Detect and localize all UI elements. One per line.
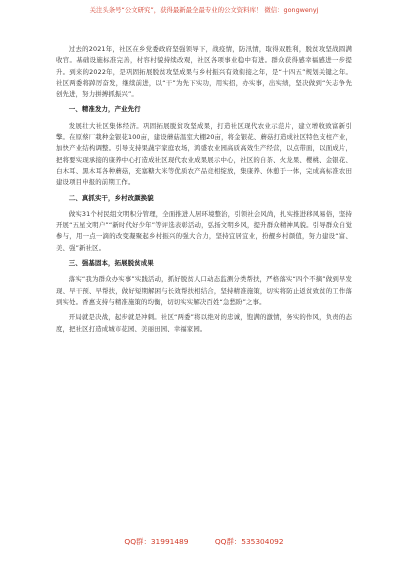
section-body: 发展壮大社区集体经济。巩固拓展脱贫攻坚成果，打造社区现代农业示范片，建立增收致富新引擎。在原蔡厂栽种金银花100亩，建设蘑菇温室大棚20亩，将金银花、蘑菇打造成社区特色支柱产业，加快产业结构调整。引导支持果蔬宇家庭农场，鸿盛农业园高质高效生产经营，以点带面，以面成片，把将要实现承接的康养中心打造成社区现代农业成果展示中心，社区的自茶、火龙果、樱桃、金银花、白木耳、黑木耳各种蘑菇，充塞糖大米等优质农产品竞相绽放，集康养、休憩于一体，完成高标准农田建设项目申报的前期工作。	[56, 121, 352, 187]
section-body: 做实31个村民组文明积分管理，全面推进人居环境整治，引领社会风尚，扎实推进移风易俗，坚持开展“五星文明户”“新时代好少年”等评选表彰活动，弘扬文明乡风，提升群众精神风貌。引导群众自觉参与，用一点一滴的改变凝聚起乡村振兴的强大合力，坚持宜居宜业，扮靓乡村颜值，努力建设“富、美、强”新社区。	[56, 209, 352, 252]
section-heading: 一、精准发力，产业先行	[68, 105, 141, 114]
footer-contacts	[0, 537, 408, 547]
section-2	[56, 193, 352, 254]
document-body	[56, 44, 352, 339]
intro-paragraph: 过去的2021年，社区在乡党委政府坚强领导下，战疫情，防汛情，取得双胜利，脱贫攻坚战圆满收官。基础设施标准完善，村容村貌持续改观，社区各项事业稳中有进。群众获得感幸福感进一步提升。到来的2022年，是巩固拓展脱贫攻坚成果与乡村振兴有效衔接之年，是“十四五”规划关键之年。社区两委将踔厉奋发，继续前进，以“干”为先下实功，用实招，办实事，出实绩，坚决做到“矢志争先创先进，努力拼搏抓振兴”。	[56, 45, 352, 99]
section-1	[56, 104, 352, 188]
section-heading: 二、真抓实干，乡村改颜换貌	[68, 193, 154, 202]
promo-banner: 关注头条号“公文研究”，获得最新最全最专业的公文资料库！ 微信：gongwenyj	[89, 6, 319, 14]
section-body: 落实“我为群众办实事”实践活动，抓好脱贫人口动态监测分类帮扶，严格落实“四个不摘”做到早发现、早干预、早帮扶，做好短期解困与长效帮扶相结合，坚持精准施策，切实将防止返贫致贫的工作落到实处。香惠支持与精准施策的均衡，切切实实解决百姓“急愁盼”之事。	[56, 275, 352, 306]
closing-paragraph: 开局就是决战，起步就是冲刺。社区“两委”将以绝对的忠诚，饱满的激情，务实的作风，负责的态度，把社区打造成城市花园、美丽田园、幸福家园。	[56, 313, 352, 333]
qq-group-2: QQ群：535304092	[214, 537, 284, 546]
section-heading: 三、强基固本，拓展脱贫成果	[68, 259, 154, 268]
section-3	[56, 258, 352, 308]
qq-group-1: QQ群：31991489	[124, 537, 189, 546]
